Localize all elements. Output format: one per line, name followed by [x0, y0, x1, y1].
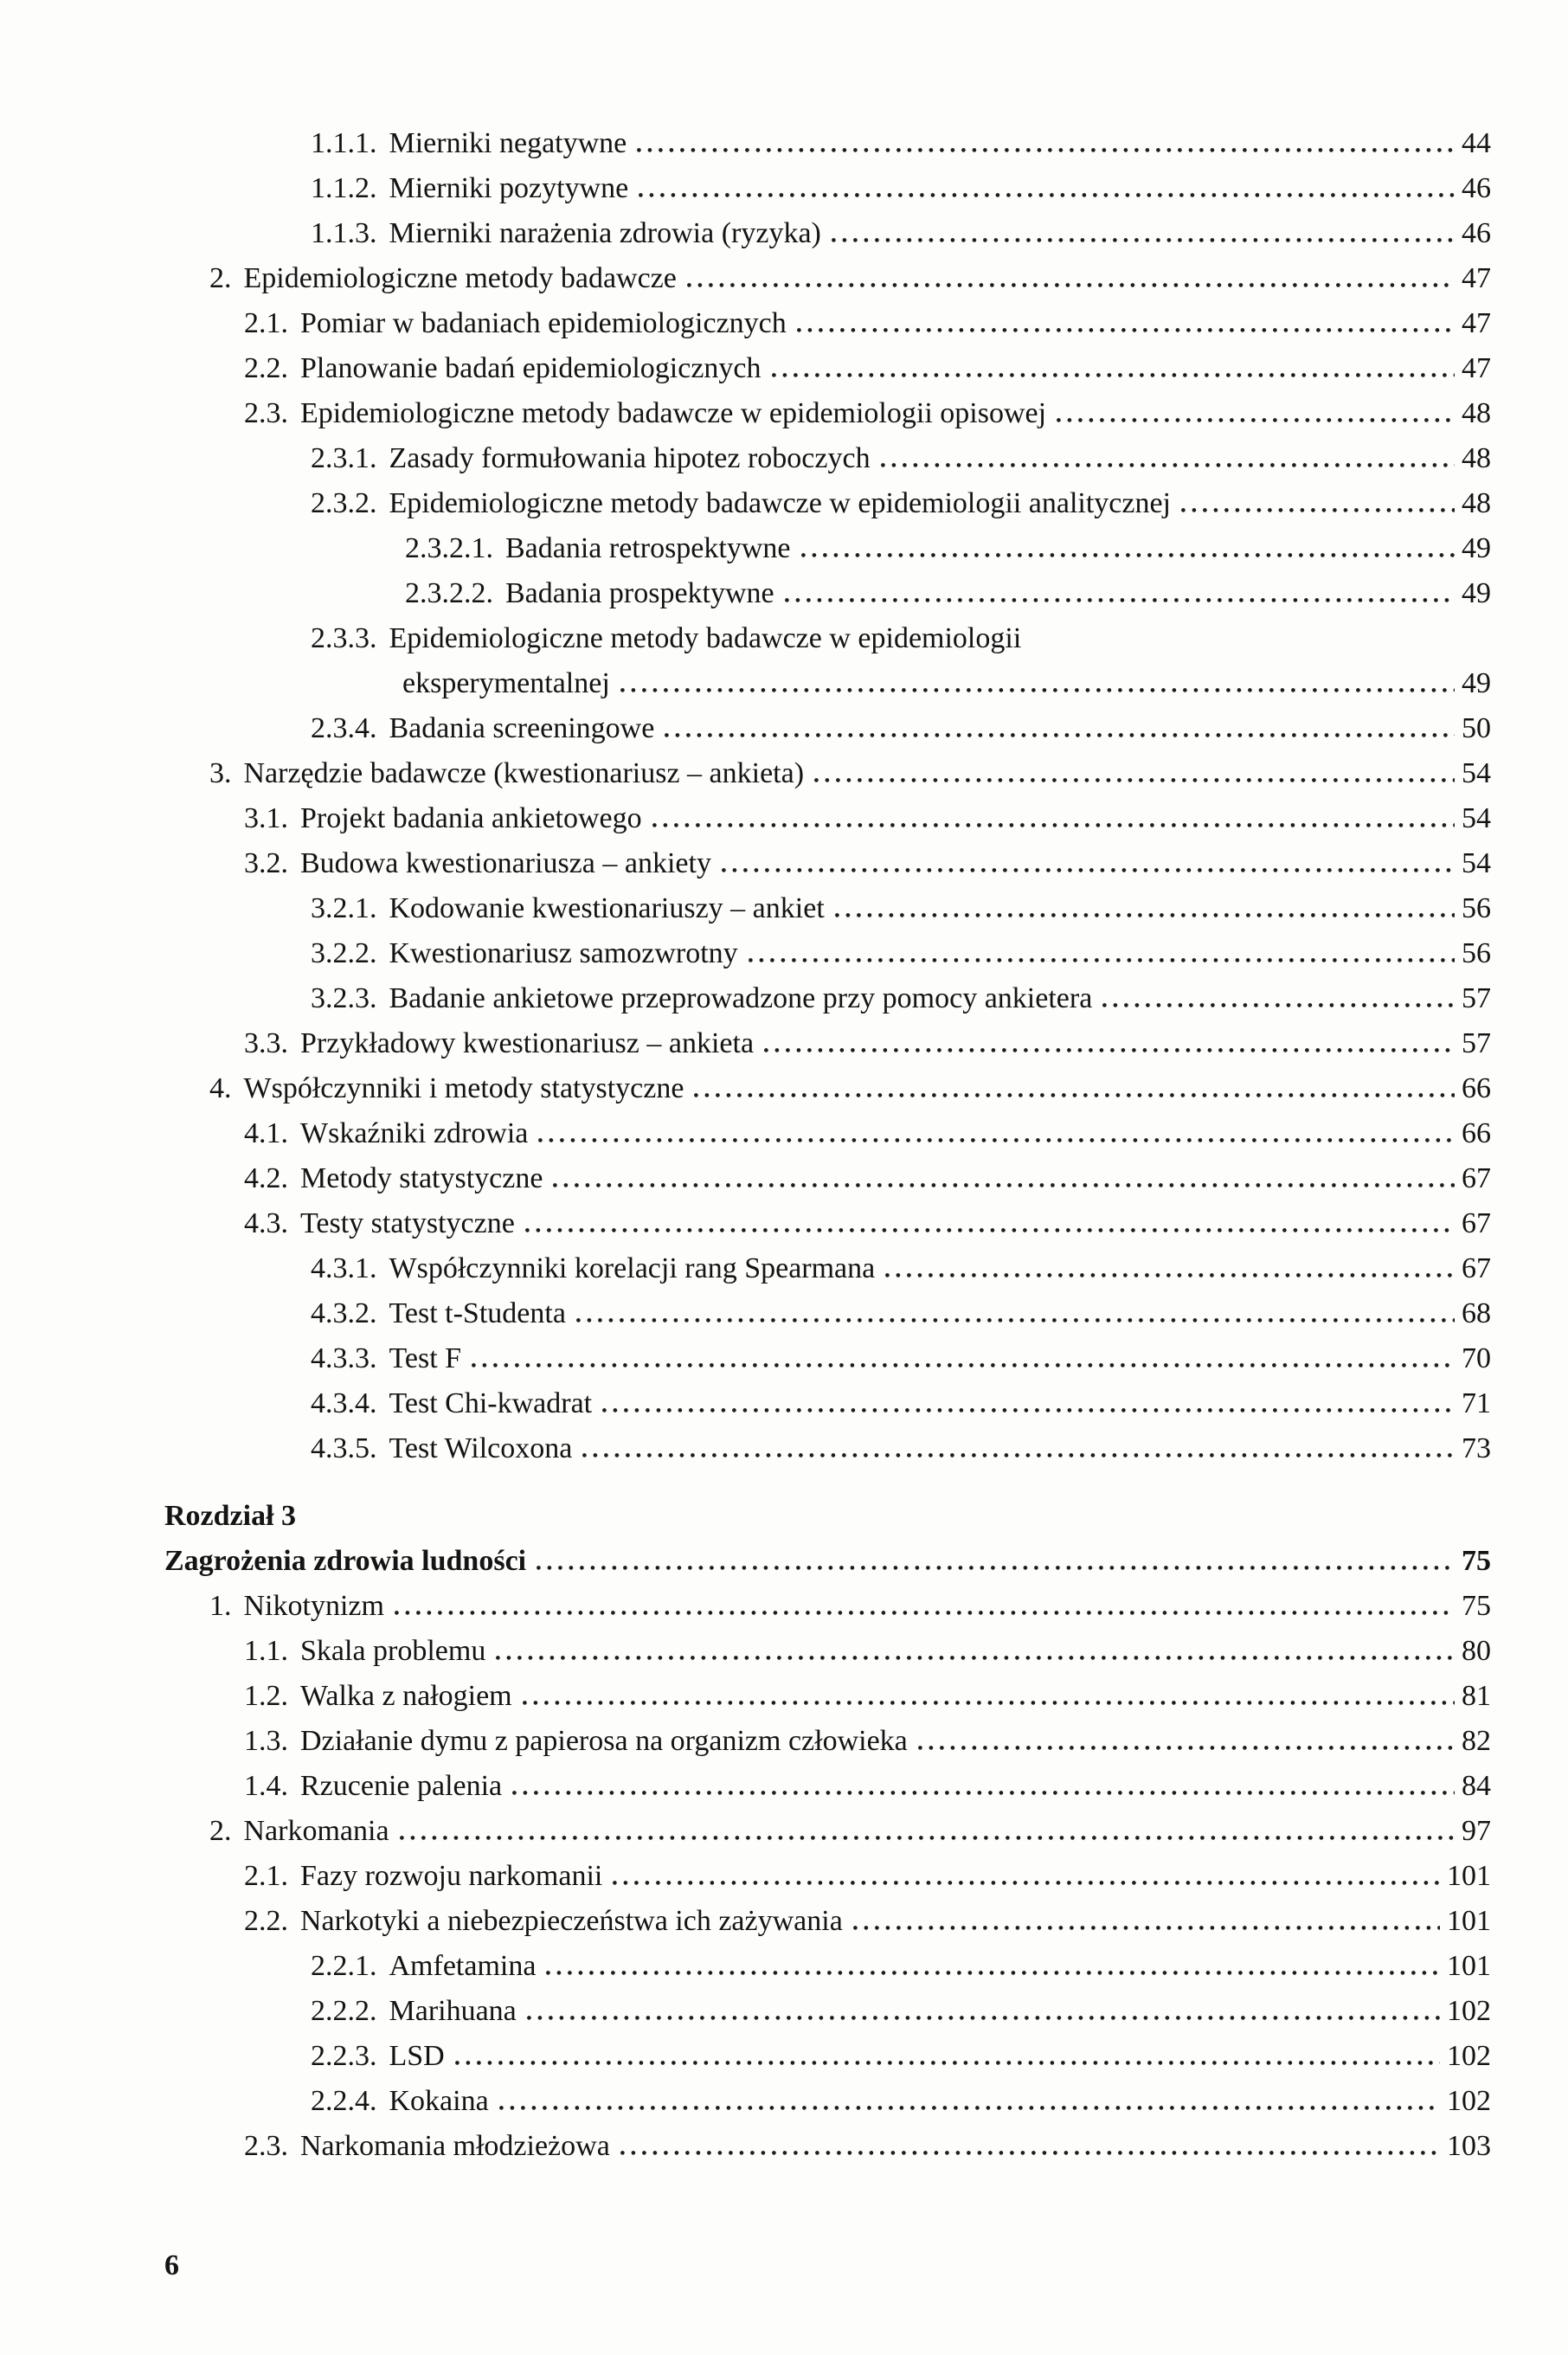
entry-title: Amfetamina	[389, 1950, 537, 1982]
dot-leader	[785, 598, 1455, 602]
dot-leader	[512, 1791, 1455, 1795]
entry-title: Kokaina	[389, 2085, 489, 2117]
entry-page: 48	[1462, 442, 1491, 474]
toc-entry	[164, 1719, 1491, 1764]
toc-entry	[164, 1764, 1491, 1809]
entry-title: Narzędzie badawcze (kwestionariusz – ankieta)	[243, 757, 805, 789]
toc-entry	[164, 1809, 1491, 1854]
dot-leader	[801, 553, 1456, 557]
entry-number: 1.2.	[244, 1680, 288, 1712]
entry-number: 1.	[209, 1590, 232, 1622]
entry-page: 49	[1462, 577, 1491, 609]
entry-number: 2.3.	[244, 397, 288, 429]
entry-title: Nikotynizm	[243, 1590, 384, 1622]
entry-number: 2.2.2.	[311, 1995, 377, 2027]
dot-leader	[620, 2151, 1440, 2155]
dot-leader	[637, 148, 1455, 152]
toc	[164, 121, 1491, 2169]
dot-leader	[749, 958, 1455, 962]
toc-entry	[164, 1426, 1491, 1471]
dot-leader	[764, 1048, 1455, 1052]
entry-title: Testy statystyczne	[300, 1207, 515, 1239]
entry-number: 4.3.5.	[311, 1432, 377, 1464]
entry-number: 4.	[209, 1072, 232, 1104]
dot-leader	[853, 1926, 1440, 1930]
dot-leader	[639, 193, 1455, 197]
entry-number: 1.1.2.	[311, 172, 377, 204]
dot-leader	[835, 913, 1455, 917]
entry-number: 2.1.	[244, 307, 288, 339]
toc-entry	[164, 1111, 1491, 1156]
entry-page: 47	[1462, 352, 1491, 384]
entry-title: Mierniki negatywne	[389, 127, 627, 159]
toc-entry	[164, 1989, 1491, 2034]
dot-leader	[687, 283, 1455, 287]
dot-leader	[395, 1611, 1455, 1615]
entry-page: 54	[1462, 847, 1491, 879]
entry-page: 82	[1462, 1725, 1491, 1757]
dot-leader	[881, 463, 1455, 467]
entry-number: 3.3.	[244, 1027, 288, 1059]
toc-entry	[164, 796, 1491, 841]
entry-page: 57	[1462, 1027, 1491, 1059]
entry-page: 46	[1462, 172, 1491, 204]
entry-title: Wskaźniki zdrowia	[300, 1117, 529, 1149]
toc-entry	[164, 391, 1491, 436]
entry-number: 4.3.2.	[311, 1297, 377, 1329]
entry-page: 81	[1462, 1680, 1491, 1712]
dot-leader	[537, 1566, 1455, 1570]
entry-page: 56	[1462, 937, 1491, 969]
toc-entry	[164, 1336, 1491, 1381]
toc-entry	[164, 121, 1491, 166]
entry-page: 68	[1462, 1297, 1491, 1329]
toc-entry	[164, 1584, 1491, 1629]
toc-entry	[164, 301, 1491, 346]
entry-page: 102	[1447, 1995, 1491, 2027]
toc-entry	[164, 1494, 1491, 1539]
entry-title: Współczynniki i metody statystyczne	[243, 1072, 684, 1104]
entry-number: 2.2.	[244, 352, 288, 384]
toc-entry	[164, 706, 1491, 751]
entry-title: Test Wilcoxona	[389, 1432, 573, 1464]
entry-page: 48	[1462, 397, 1491, 429]
entry-number: 2.1.	[244, 1860, 288, 1892]
entry-page: 97	[1462, 1815, 1491, 1847]
entry-number: 3.2.3.	[311, 982, 377, 1014]
entry-page: 46	[1462, 217, 1491, 249]
entry-number: 3.2.1.	[311, 892, 377, 924]
toc-entry	[164, 1854, 1491, 1899]
toc-entry	[164, 1201, 1491, 1246]
dot-leader	[455, 2061, 1440, 2065]
toc-entry	[164, 1381, 1491, 1426]
toc-entry	[164, 1539, 1491, 1584]
entry-page: 48	[1462, 487, 1491, 519]
entry-title: Epidemiologiczne metody badawcze w epidemiologii analitycznej	[389, 487, 1172, 519]
entry-title: Pomiar w badaniach epidemiologicznych	[300, 307, 787, 339]
toc-entry	[164, 1629, 1491, 1674]
entry-page: 54	[1462, 802, 1491, 834]
dot-leader	[694, 1093, 1455, 1097]
entry-title: Współczynniki korelacji rang Spearmana	[389, 1252, 876, 1284]
toc-entry	[164, 886, 1491, 931]
toc-entry	[164, 481, 1491, 526]
dot-leader	[1102, 1003, 1455, 1007]
entry-title: Walka z nałogiem	[300, 1680, 512, 1712]
entry-number: 1.1.3.	[311, 217, 377, 249]
entry-title: Narkomania	[243, 1815, 389, 1847]
entry-page: 75	[1462, 1545, 1491, 1577]
entry-number: 2.2.4.	[311, 2085, 377, 2117]
dot-leader	[722, 868, 1455, 872]
entry-page: 71	[1462, 1387, 1491, 1419]
toc-entry	[164, 346, 1491, 391]
entry-number: 4.3.	[244, 1207, 288, 1239]
toc-entry	[164, 841, 1491, 886]
dot-leader	[772, 373, 1456, 377]
entry-title: Kwestionariusz samozwrotny	[389, 937, 738, 969]
entry-title: Badania screeningowe	[389, 712, 655, 744]
toc-entry	[164, 1944, 1491, 1989]
dot-leader	[832, 238, 1455, 242]
toc-entry	[164, 1021, 1491, 1066]
toc-entry	[164, 1899, 1491, 1944]
entry-title: eksperymentalnej	[402, 667, 610, 699]
entry-number: 4.3.1.	[311, 1252, 377, 1284]
entry-title: Zasady formułowania hipotez roboczych	[389, 442, 871, 474]
entry-page: 102	[1447, 2085, 1491, 2117]
toc-entry	[164, 1066, 1491, 1111]
dot-leader	[523, 1701, 1455, 1705]
dot-leader	[1181, 508, 1455, 512]
dot-leader	[576, 1318, 1455, 1322]
toc-entry	[164, 1291, 1491, 1336]
entry-page: 54	[1462, 757, 1491, 789]
dot-leader	[546, 1971, 1440, 1975]
entry-page: 57	[1462, 982, 1491, 1014]
dot-leader	[814, 778, 1455, 782]
entry-title: Metody statystyczne	[300, 1162, 543, 1194]
dot-leader	[613, 1881, 1440, 1885]
dot-leader	[400, 1836, 1455, 1840]
entry-number: 4.3.4.	[311, 1387, 377, 1419]
entry-title: Epidemiologiczne metody badawcze	[243, 262, 677, 294]
entry-page: 103	[1447, 2130, 1491, 2162]
dot-leader	[499, 2106, 1440, 2110]
toc-entry	[164, 2034, 1491, 2079]
dot-leader	[1057, 418, 1455, 422]
toc-entry	[164, 661, 1491, 706]
toc-entry	[164, 436, 1491, 481]
entry-number: 2.3.4.	[311, 712, 377, 744]
entry-title: Fazy rozwoju narkomanii	[300, 1860, 603, 1892]
entry-title: Badanie ankietowe przeprowadzone przy pomocy ankietera	[389, 982, 1093, 1014]
dot-leader	[665, 733, 1455, 737]
entry-number: 2.	[209, 1815, 232, 1847]
entry-number: 4.1.	[244, 1117, 288, 1149]
entry-page: 49	[1462, 532, 1491, 564]
entry-title: Działanie dymu z papierosa na organizm człowieka	[300, 1725, 908, 1757]
toc-entry	[164, 166, 1491, 211]
entry-number: 2.3.2.2.	[405, 577, 493, 609]
entry-number: 2.3.2.	[311, 487, 377, 519]
entry-title: Test Chi-kwadrat	[389, 1387, 593, 1419]
entry-number: 2.3.3.	[311, 622, 377, 654]
entry-page: 67	[1462, 1207, 1491, 1239]
toc-entry	[164, 2124, 1491, 2169]
entry-title: Zagrożenia zdrowia ludności	[164, 1545, 527, 1577]
dot-leader	[918, 1746, 1455, 1750]
entry-title: Mierniki pozytywne	[389, 172, 629, 204]
entry-page: 56	[1462, 892, 1491, 924]
entry-title: Test F	[389, 1342, 462, 1374]
toc-entry	[164, 1246, 1491, 1291]
entry-page: 50	[1462, 712, 1491, 744]
entry-title: Przykładowy kwestionariusz – ankieta	[300, 1027, 755, 1059]
entry-number: 2.3.1.	[311, 442, 377, 474]
entry-number: 1.3.	[244, 1725, 288, 1757]
entry-page: 102	[1447, 2040, 1491, 2072]
toc-entry	[164, 976, 1491, 1021]
entry-title: Kodowanie kwestionariuszy – ankiet	[389, 892, 825, 924]
entry-title: Budowa kwestionariusza – ankiety	[300, 847, 711, 879]
entry-page: 101	[1447, 1950, 1491, 1982]
dot-leader	[582, 1453, 1455, 1457]
toc-entry	[164, 931, 1491, 976]
entry-page: 75	[1462, 1590, 1491, 1622]
dot-leader	[885, 1273, 1455, 1277]
entry-title: Rzucenie palenia	[300, 1770, 503, 1802]
entry-page: 101	[1447, 1905, 1491, 1937]
entry-page: 49	[1462, 667, 1491, 699]
dot-leader	[525, 1228, 1455, 1232]
dot-leader	[472, 1363, 1455, 1367]
entry-title: LSD	[389, 2040, 445, 2072]
toc-entry	[164, 211, 1491, 256]
entry-page: 47	[1462, 307, 1491, 339]
entry-page: 67	[1462, 1252, 1491, 1284]
toc-entry	[164, 1674, 1491, 1719]
entry-title: Test t-Studenta	[389, 1297, 566, 1329]
toc-entry	[164, 2079, 1491, 2124]
entry-page: 47	[1462, 262, 1491, 294]
entry-title: Epidemiologiczne metody badawcze w epidemiologii opisowej	[300, 397, 1047, 429]
dot-leader	[527, 2016, 1440, 2020]
entry-title: Skala problemu	[300, 1635, 486, 1667]
entry-number: 2.2.	[244, 1905, 288, 1937]
entry-number: 3.	[209, 757, 232, 789]
dot-leader	[620, 688, 1455, 692]
dot-leader	[553, 1183, 1455, 1187]
entry-number: 2.2.1.	[311, 1950, 377, 1982]
entry-page: 67	[1462, 1162, 1491, 1194]
entry-page: 66	[1462, 1072, 1491, 1104]
dot-leader	[652, 823, 1455, 827]
toc-entry	[164, 256, 1491, 301]
entry-number: 4.3.3.	[311, 1342, 377, 1374]
toc-entry	[164, 526, 1491, 571]
entry-number: 4.2.	[244, 1162, 288, 1194]
entry-title: Planowanie badań epidemiologicznych	[300, 352, 762, 384]
dot-leader	[797, 328, 1455, 332]
dot-leader	[602, 1408, 1455, 1412]
entry-title: Rozdział 3	[164, 1500, 297, 1532]
entry-number: 2.3.2.1.	[405, 532, 493, 564]
toc-entry	[164, 616, 1491, 661]
entry-title: Marihuana	[389, 1995, 517, 2027]
page-number: 6	[164, 2249, 179, 2281]
entry-page: 73	[1462, 1432, 1491, 1464]
toc-entry	[164, 1156, 1491, 1201]
entry-page: 80	[1462, 1635, 1491, 1667]
entry-page: 66	[1462, 1117, 1491, 1149]
entry-number: 3.2.2.	[311, 937, 377, 969]
entry-title: Mierniki narażenia zdrowia (ryzyka)	[389, 217, 821, 249]
entry-title: Epidemiologiczne metody badawcze w epidemiologii	[389, 622, 1022, 654]
entry-page: 84	[1462, 1770, 1491, 1802]
entry-title: Projekt badania ankietowego	[300, 802, 642, 834]
entry-page: 70	[1462, 1342, 1491, 1374]
toc-entry	[164, 571, 1491, 616]
entry-page: 44	[1462, 127, 1491, 159]
dot-leader	[538, 1138, 1455, 1142]
entry-title: Badania retrospektywne	[505, 532, 791, 564]
entry-number: 2.	[209, 262, 232, 294]
entry-title: Narkomania młodzieżowa	[300, 2130, 610, 2162]
entry-page: 101	[1447, 1860, 1491, 1892]
dot-leader	[496, 1656, 1455, 1660]
entry-number: 3.1.	[244, 802, 288, 834]
entry-number: 2.3.	[244, 2130, 288, 2162]
entry-title: Narkotyki a niebezpieczeństwa ich zażywania	[300, 1905, 843, 1937]
entry-number: 1.4.	[244, 1770, 288, 1802]
entry-number: 3.2.	[244, 847, 288, 879]
entry-number: 2.2.3.	[311, 2040, 377, 2072]
entry-number: 1.1.1.	[311, 127, 377, 159]
toc-entry	[164, 751, 1491, 796]
entry-number: 1.1.	[244, 1635, 288, 1667]
entry-title: Badania prospektywne	[505, 577, 774, 609]
